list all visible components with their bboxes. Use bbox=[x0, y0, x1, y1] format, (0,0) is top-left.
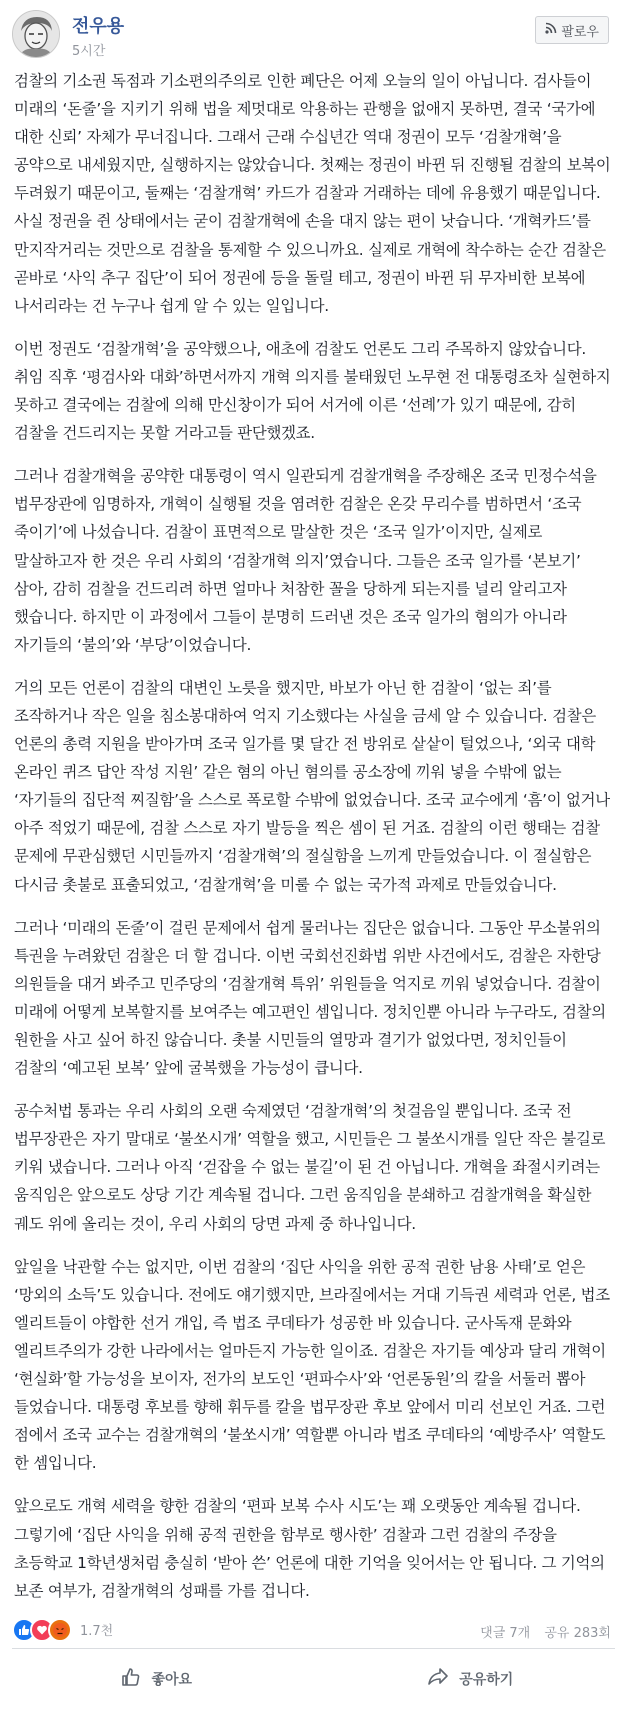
post-paragraph: 공수처법 통과는 우리 사회의 오랜 숙제였던 ‘검찰개혁’의 첫걸음일 뿐입니다. 조국 전 법무장관은 자기 말대로 ‘불쏘시개’ 역할을 했고, 시민들은 그 불쏘시개를 일단 작은 불길로 키워 냈습니다. 그러나 아직 ‘걷잡을 수 없는 불길’이 된 건 아닙니다. 개혁을 좌절시키려는 움직임은 앞으로도 상당 기간 계속될 겁니다. 그런 움직임을 분쇄하고 검찰개혁을 확실한 궤도 위에 올리는 것이, 우리 사회의 당면 과제 중 하나입니다. bbox=[14, 1097, 613, 1237]
follow-label: 팔로우 bbox=[561, 21, 599, 40]
like-label: 좋아요 bbox=[151, 1669, 192, 1689]
post-header bbox=[0, 0, 627, 62]
follow-button[interactable] bbox=[535, 16, 609, 44]
post-paragraph: 그러나 검찰개혁을 공약한 대통령이 역시 일관되게 검찰개혁을 주장해온 조국 민정수석을 법무장관에 임명하자, 개혁이 실행될 것을 염려한 검찰은 온갖 무리수를 범하면서 ‘조국 죽이기’에 나섰습니다. 검찰이 표면적으로 말살한 것은 ‘조국 일가’이지만, 실제로 말살하고자 한 것은 우리 사회의 ‘검찰개혁 의지’였습니다. 그들은 조국 일가를 ‘본보기’ 삼아, 감히 검찰을 건드리려 하면 얼마나 처참한 꼴을 당하게 되는지를 널리 알리고자 했습니다. 하지만 이 과정에서 그들이 분명히 드러낸 것은 조국 일가의 혐의가 아니라 자기들의 ‘불의’와 ‘부당’이었습니다. bbox=[14, 462, 613, 659]
thumbs-up-icon bbox=[121, 1667, 141, 1691]
post-stats bbox=[0, 1614, 627, 1648]
post-paragraph: 앞일을 낙관할 수는 없지만, 이번 검찰의 ‘집단 사익을 위한 공적 권한 남용 사태’로 얻은 ‘망외의 소득’도 있습니다. 전에도 얘기했지만, 브라질에서는 거대 기득권 세력과 언론, 법조 엘리트들이 야합한 선거 개입, 즉 법조 쿠데타가 성공한 바 있습니다. 군사독재 문화와 엘리트주의가 강한 나라에서는 얼마든지 가능한 일이죠. 검찰은 자기들 예상과 달리 개혁이 ‘현실화’할 가능성을 보이자, 전가의 보도인 ‘편파수사’와 ‘언론동원’의 칼을 서둘러 뽑아 들었습니다. 대통령 후보를 향해 휘두를 칼을 법무장관 후보 앞에서 미리 선보인 거죠. 그런 점에서 조국 교수는 검찰개혁의 ‘불쏘시개’ 역할뿐 아니라 법조 쿠데타의 ‘예방주사’ 역할도 한 셈입니다. bbox=[14, 1253, 613, 1478]
share-button[interactable] bbox=[314, 1667, 627, 1691]
engagement-counts bbox=[470, 1622, 611, 1641]
post-paragraph: 그러나 ‘미래의 돈줄’이 걸린 문제에서 쉽게 물러나는 집단은 없습니다. 그동안 무소불위의 특권을 누려왔던 검찰은 더 할 겁니다. 이번 국회선진화법 위반 사건에서도, 검찰은 자한당 의원들을 대거 봐주고 민주당의 ‘검찰개혁 특위’ 위원들을 억지로 끼워 넣었습니다. 검찰이 미래에 어떻게 보복할지를 보여주는 예고편인 셈입니다. 정치인뿐 아니라 누구라도, 검찰의 원한을 사고 싶어 하진 않습니다. 촛불 시민들의 열망과 결기가 없었다면, 정치인들이 검찰의 ‘예고된 보복’ 앞에 굴복했을 가능성이 큽니다. bbox=[14, 914, 613, 1083]
post-body bbox=[0, 62, 627, 1605]
share-count[interactable]: 공유 283회 bbox=[544, 1626, 611, 1641]
rss-icon bbox=[545, 22, 557, 38]
share-arrow-icon bbox=[427, 1667, 449, 1691]
post-paragraph: 이번 정권도 ‘검찰개혁’을 공약했으나, 애초에 검찰도 언론도 그리 주목하지 않았습니다. 취임 직후 ‘평검사와 대화’하면서까지 개혁 의지를 불태웠던 노무현 전 대통령조차 실현하지 못하고 결국에는 검찰에 의해 만신창이가 되어 서거에 이른 ‘선례’가 있기 때문에, 감히 검찰을 건드리지는 못할 거라고들 판단했겠죠. bbox=[14, 335, 613, 447]
post-timestamp[interactable]: 5시간 bbox=[72, 40, 105, 59]
post-actions bbox=[0, 1649, 627, 1709]
reaction-summary[interactable] bbox=[12, 1618, 113, 1642]
author-name[interactable]: 전우용 bbox=[72, 12, 124, 38]
author-avatar[interactable] bbox=[12, 10, 60, 58]
post-paragraph: 앞으로도 개혁 세력을 향한 검찰의 ‘편파 보복 수사 시도’는 꽤 오랫동안 계속될 겁니다. 그렇기에 ‘집단 사익을 위해 공적 권한을 함부로 행사한’ 검찰과 그런 검찰의 주장을 초등학교 1학년생처럼 충실히 ‘받아 쓴’ 언론에 대한 기억을 잊어서는 안 됩니다. 그 기억의 보존 여부가, 검찰개혁의 성패를 가를 겁니다. bbox=[14, 1492, 613, 1604]
reaction-count: 1.7천 bbox=[80, 1620, 113, 1639]
angry-reaction-icon bbox=[48, 1618, 72, 1642]
share-label: 공유하기 bbox=[459, 1669, 513, 1689]
like-button[interactable] bbox=[0, 1667, 314, 1691]
comment-count[interactable]: 댓글 7개 bbox=[480, 1626, 530, 1641]
post-paragraph: 거의 모든 언론이 검찰의 대변인 노릇을 했지만, 바보가 아닌 한 검찰이 ‘없는 죄’를 조작하거나 작은 일을 침소봉대하여 억지 기소했다는 사실을 금세 알 수 있습니다. 검찰은 언론의 총력 지원을 받아가며 조국 일가를 몇 달간 전 방위로 샅샅이 털었으나, ‘외국 대학 온라인 퀴즈 답안 작성 지원’ 같은 혐의 아닌 혐의를 공소장에 끼워 넣을 수밖에 없는 ‘자기들의 집단적 찌질함’을 스스로 폭로할 수밖에 없었습니다. 조국 교수에게 ‘흠’이 없거나 아주 적었기 때문에, 검찰 스스로 자기 발등을 찍은 셈이 된 거죠. 검찰의 이런 행태는 검찰 문제에 무관심했던 시민들까지 ‘검찰개혁’의 절실함을 느끼게 만들었습니다. 이 절실함은 다시금 촛불로 표출되었고, ‘검찰개혁’을 미룰 수 없는 국가적 과제로 만들었습니다. bbox=[14, 674, 613, 899]
post-paragraph: 검찰의 기소권 독점과 기소편의주의로 인한 폐단은 어제 오늘의 일이 아닙니다. 검사들이 미래의 ‘돈줄’을 지키기 위해 법을 제멋대로 악용하는 관행을 없애지 못하면, 결국 ‘국가에 대한 신뢰’ 자체가 무너집니다. 그래서 근래 수십년간 역대 정권이 모두 ‘검찰개혁’을 공약으로 내세웠지만, 실행하지는 않았습니다. 첫째는 정권이 바뀐 뒤 진행될 검찰의 보복이 두려웠기 때문이고, 둘째는 ‘검찰개혁’ 카드가 검찰과 거래하는 데에 유용했기 때문입니다. 사실 정권을 쥔 상태에서는 굳이 검찰개혁에 손을 대지 않는 편이 낫습니다. ‘개혁카드’를 만지작거리는 것만으로 검찰을 통제할 수 있으니까요. 실제로 개혁에 착수하는 순간 검찰은 곧바로 ‘사익 추구 집단’이 되어 정권에 등을 돌릴 테고, 정권이 바뀐 뒤 무자비한 보복에 나서리라는 건 누구나 쉽게 알 수 있는 일입니다. bbox=[14, 67, 613, 320]
